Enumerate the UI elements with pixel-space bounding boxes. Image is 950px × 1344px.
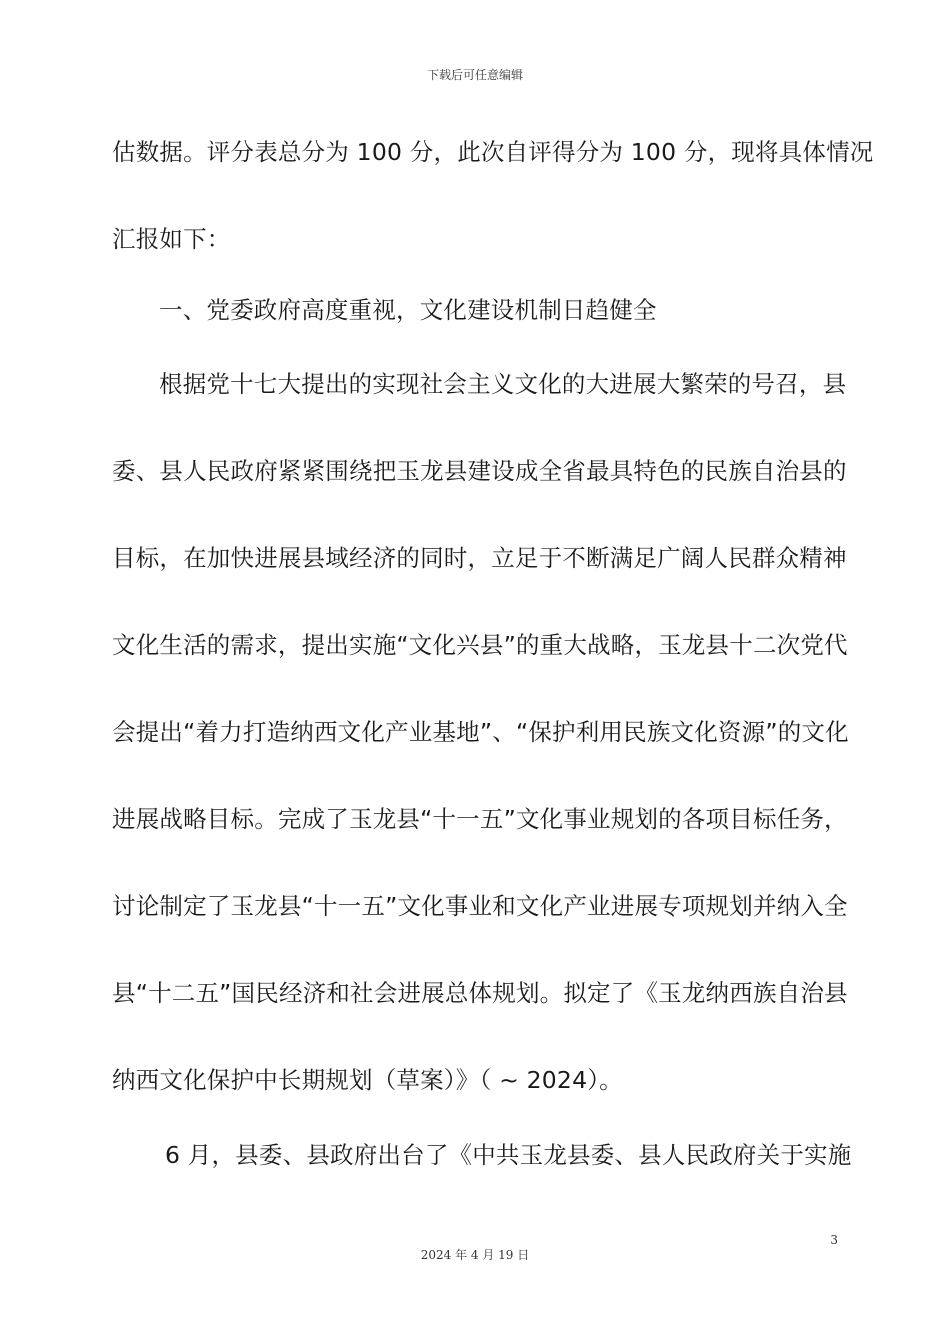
body-line-6: 目标，在加快进展县域经济的同时，立足于不断满足广阔人民群众精神 xyxy=(112,544,847,572)
body-line-10: 讨论制定了玉龙县“十一五”文化事业和文化产业进展专项规划并纳入全 xyxy=(112,892,848,920)
body-line-12: 纳西文化保护中长期规划（草案）》（ ~ 2024）。 xyxy=(112,1066,623,1094)
body-line-7: 文化生活的需求，提出实施“文化兴县”的重大战略，玉龙县十二次党代 xyxy=(112,631,848,659)
body-line-13: 6 月，县委、县政府出台了《中共玉龙县委、县人民政府关于实施 xyxy=(165,1141,852,1169)
body-line-11: 县“十二五”国民经济和社会进展总体规划。拟定了《玉龙纳西族自治县 xyxy=(112,979,848,1007)
body-line-4: 根据党十七大提出的实现社会主义文化的大进展大繁荣的号召，县 xyxy=(159,370,847,398)
body-line-5: 委、县人民政府紧紧围绕把玉龙县建设成全省最具特色的民族自治县的 xyxy=(112,457,847,485)
page-header-note: 下载后可任意编辑 xyxy=(426,68,523,82)
body-line-1: 估数据。评分表总分为 100 分，此次自评得分为 100 分，现将具体情况 xyxy=(112,138,874,166)
section-heading-1: 一、党委政府高度重视，文化建设机制日趋健全 xyxy=(159,296,657,324)
page-number: 3 xyxy=(830,1233,838,1247)
body-line-8: 会提出“着力打造纳西文化产业基地”、“保护利用民族文化资源”的文化 xyxy=(112,718,849,746)
footer-date: 2024 年 4 月 19 日 xyxy=(420,1248,530,1262)
body-line-9: 进展战略目标。完成了玉龙县“十一五”文化事业规划的各项目标任务， xyxy=(112,805,848,833)
body-line-2: 汇报如下： xyxy=(112,225,231,253)
